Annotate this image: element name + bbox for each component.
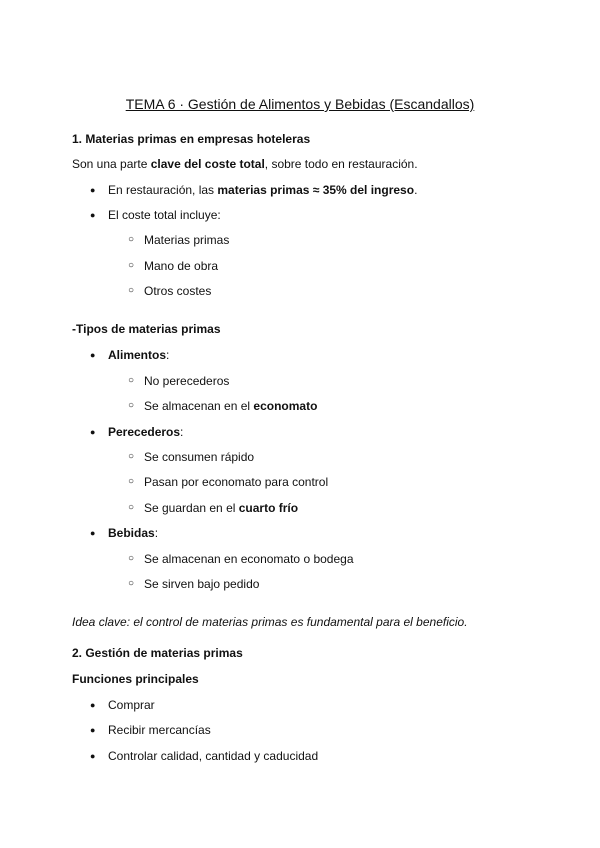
list-item [108, 348, 169, 362]
list-item: Comprar [108, 698, 155, 712]
list-item-bold: materias primas ≈ 35% del ingreso [217, 183, 415, 197]
hollow-bullet-icon: ○ [128, 375, 135, 386]
list-item [108, 526, 158, 540]
intro-text: Son una parte [72, 157, 151, 171]
section-1-heading: 1. Materias primas en empresas hoteleras [72, 132, 311, 146]
sub-list-item-bold: cuarto frío [238, 501, 299, 515]
key-idea-text: Idea clave: el control de materias primas es fundamental para el beneficio. [72, 615, 468, 629]
intro-bold-text: clave del coste total [150, 157, 265, 171]
bullet-icon: ● [90, 700, 96, 710]
list-item-bold: Bebidas [108, 526, 155, 540]
list-item: Recibir mercancías [108, 723, 211, 737]
list-item-bold: Alimentos [108, 348, 167, 362]
bullet-icon: ● [90, 725, 96, 735]
hollow-bullet-icon: ○ [128, 285, 135, 296]
intro-text-end: , sobre todo en restauración. [264, 157, 418, 171]
bullet-icon: ● [90, 350, 96, 360]
functions-subheading: Funciones principales [72, 672, 199, 686]
sub-list-item: Materias primas [144, 233, 230, 247]
hollow-bullet-icon: ○ [128, 260, 135, 271]
sub-list-item [144, 399, 317, 413]
hollow-bullet-icon: ○ [128, 476, 135, 487]
sub-list-item: Se almacenan en economato o bodega [144, 552, 354, 566]
colon-text: : [180, 425, 184, 439]
sub-list-item: Se sirven bajo pedido [144, 577, 260, 591]
bullet-icon: ● [90, 528, 96, 538]
list-item [108, 425, 183, 439]
hollow-bullet-icon: ○ [128, 578, 135, 589]
hollow-bullet-icon: ○ [128, 502, 135, 513]
section-1-intro [72, 157, 418, 171]
list-item: Controlar calidad, cantidad y caducidad [108, 749, 319, 763]
page-title: TEMA 6 · Gestión de Alimentos y Bebidas (Escandallos) [125, 96, 475, 112]
list-item-text-end: . [414, 183, 418, 197]
hollow-bullet-icon: ○ [128, 234, 135, 245]
sub-list-item: Otros costes [144, 284, 212, 298]
list-item: El coste total incluye: [108, 208, 221, 222]
sub-list-item: Se consumen rápido [144, 450, 255, 464]
bullet-icon: ● [90, 185, 96, 195]
colon-text: : [166, 348, 170, 362]
tipos-heading: -Tipos de materias primas [72, 322, 221, 336]
section-2-heading: 2. Gestión de materias primas [72, 646, 243, 660]
sub-list-item: No perecederos [144, 374, 230, 388]
hollow-bullet-icon: ○ [128, 400, 135, 411]
sub-list-item-text: Se guardan en el [144, 501, 239, 515]
bullet-icon: ● [90, 210, 96, 220]
hollow-bullet-icon: ○ [128, 553, 135, 564]
bullet-icon: ● [90, 751, 96, 761]
sub-list-item: Pasan por economato para control [144, 475, 329, 489]
list-item-text: En restauración, las [108, 183, 218, 197]
colon-text: : [154, 526, 159, 540]
bullet-icon: ● [90, 427, 96, 437]
sub-list-item: Mano de obra [144, 259, 219, 273]
hollow-bullet-icon: ○ [128, 451, 135, 462]
list-item [108, 183, 417, 197]
sub-list-item [144, 501, 298, 515]
list-item-bold: Perecederos [108, 425, 181, 439]
sub-list-item-bold: economato [253, 399, 318, 413]
sub-list-item-text: Se almacenan en el [144, 399, 254, 413]
